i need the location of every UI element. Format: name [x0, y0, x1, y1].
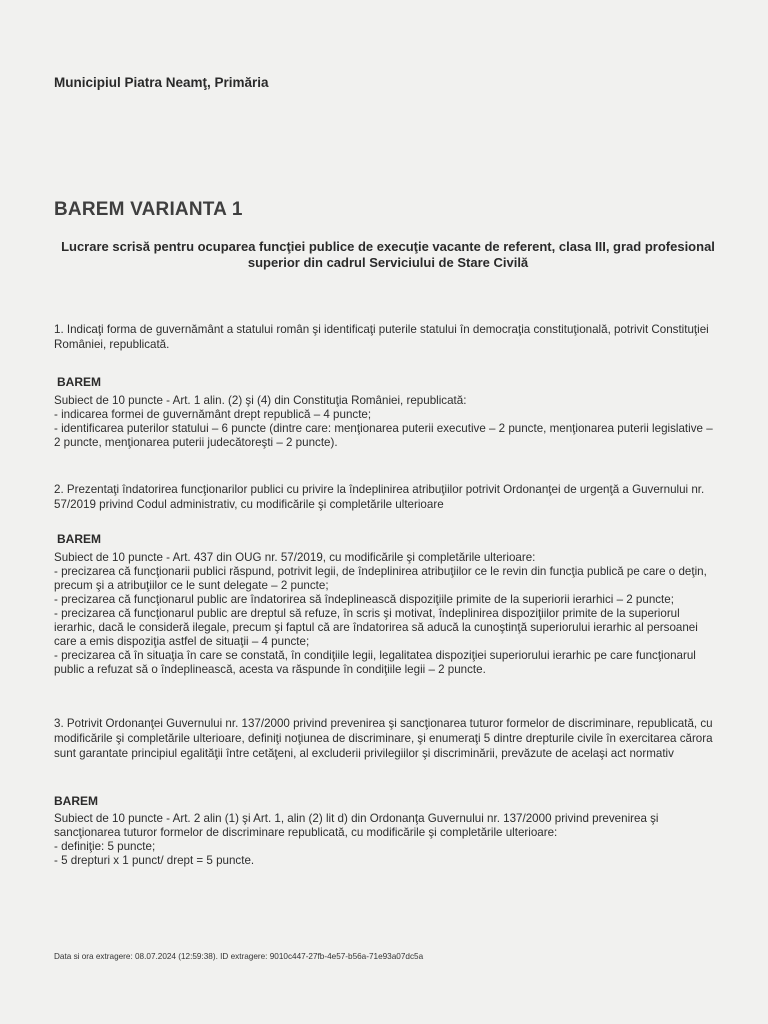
question-2-text: 2. Prezentaţi îndatorirea funcţionarilor publici cu privire la îndeplinirea atribuţiilor potrivit Ordonanţei de urgenţă a Guvernului nr. 57/2019 privind Codul administrativ, cu modificările şi completările ulterioare [54, 483, 705, 511]
exam-subtitle: Lucrare scrisă pentru ocuparea funcţiei publice de execuţie vacante de referent, clasa III, grad profesional superior din cadrul Serviciului de Stare Civilă [61, 239, 715, 270]
barem-line: - 5 drepturi x 1 punct/ drept = 5 puncte. [54, 854, 255, 867]
barem-line: Subiect de 10 puncte - Art. 437 din OUG nr. 57/2019, cu modificările şi completările ulterioare: [54, 551, 536, 564]
question-3-text: 3. Potrivit Ordonanţei Guvernului nr. 137/2000 privind prevenirea şi sancţionarea tuturor formelor de discriminare, republicată, cu modificările şi completările ulterioare, definiţi noţiunea de discriminare, şi enumeraţi 5 dintre drepturile civile în exercitarea cărora sunt garantate principiul egalităţii între cetăţeni, al excluderii privilegiilor şi discriminării, prevăzute de acelaşi act normativ [54, 717, 713, 760]
question-1-barem-label: BAREM [57, 375, 101, 389]
question-2-barem-label: BAREM [57, 532, 101, 546]
barem-line: - precizarea că funcţionarul public are dreptul să refuze, în scris şi motivat, îndeplinirea dispoziţiilor primite de la superiorul ierarhic, dacă le consideră ilegale, precum şi faptul că are îndatorirea să aducă la cunoştinţă superiorului ierarhic al persoanei care a emis dispoziţia astfel de situaţii – 4 puncte; [54, 607, 698, 648]
question-2-barem [54, 551, 716, 677]
page-title: BAREM VARIANTA 1 [54, 199, 243, 220]
barem-line: Subiect de 10 puncte - Art. 1 alin. (2) şi (4) din Constituţia României, republicată: [54, 394, 467, 407]
question-1-barem [54, 394, 716, 450]
question-1-text: 1. Indicaţi forma de guvernământ a statului român şi identificaţi puterile statului în democraţia constituţională, potrivit Constituţiei României, republicată. [54, 323, 709, 351]
barem-line: - precizarea că funcţionarii publici răspund, potrivit legii, de îndeplinirea atribuţiilor ce le revin din funcţia publică pe care o deţin, precum şi a atribuţiilor ce le sunt delegate – 2 puncte; [54, 565, 707, 592]
extraction-footer: Data si ora extragere: 08.07.2024 (12:59:38). ID extragere: 9010c447-27fb-4e57-b56a-71e93a07dc5a [54, 952, 424, 961]
question-3-barem [54, 812, 716, 868]
institution-header: Municipiul Piatra Neamţ, Primăria [54, 75, 269, 90]
barem-line: - precizarea că funcţionarul public are îndatorirea să îndeplinească dispoziţiile primite de la superiorii ierarhici – 2 puncte; [54, 593, 674, 606]
barem-line: - indicarea formei de guvernământ drept republică – 4 puncte; [54, 408, 372, 421]
barem-line: - identificarea puterilor statului – 6 puncte (dintre care: menţionarea puterii executive – 2 puncte, menţionarea puterii legislative – 2 puncte, menţionarea puterii judecătoreşti – 2 puncte). [54, 422, 713, 449]
barem-line: - precizarea că în situaţia în care se constată, în condiţiile legii, legalitatea dispoziţiei superiorului ierarhic pe care funcţionarul public a refuzat să o îndeplinească, acesta va răspunde în condiţiile legii – 2 puncte. [54, 649, 696, 676]
barem-line: - definiţie: 5 puncte; [54, 840, 156, 853]
barem-line: Subiect de 10 puncte - Art. 2 alin (1) şi Art. 1, alin (2) lit d) din Ordonanţa Guvernului nr. 137/2000 privind prevenirea şi sancţionarea tuturor formelor de discriminare republicată, cu modificările şi completările ulterioare: [54, 812, 659, 839]
question-3-barem-label: BAREM [54, 794, 98, 808]
